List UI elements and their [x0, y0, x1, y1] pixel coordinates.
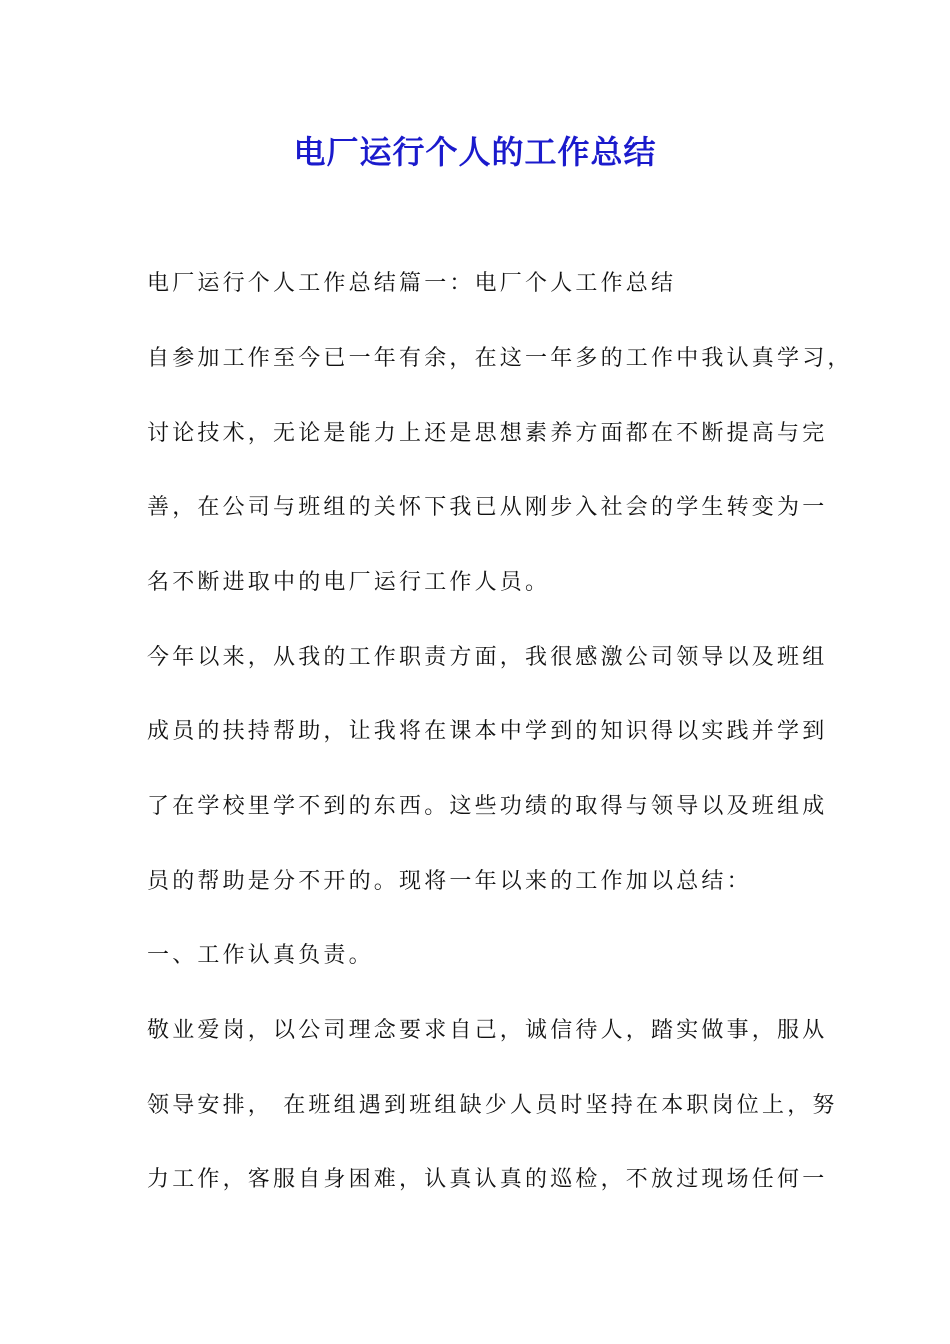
page-title: 电厂运行个人的工作总结 [293, 133, 657, 171]
text-line: 成员的扶持帮助，让我将在课本中学到的知识得以实践并学到 [147, 719, 828, 744]
section-heading: 电厂运行个人工作总结篇一：电厂个人工作总结 [147, 271, 677, 296]
text-line: 员的帮助是分不开的。现将一年以来的工作加以总结： [147, 869, 752, 894]
text-line: 了在学校里学不到的东西。这些功绩的取得与领导以及班组成 [147, 794, 828, 819]
text-line: 善，在公司与班组的关怀下我已从刚步入社会的学生转变为一 [147, 495, 828, 520]
text-line: 讨论技术，无论是能力上还是思想素养方面都在不断提高与完 [147, 421, 828, 446]
text-line: 今年以来，从我的工作职责方面，我很感激公司领导以及班组 [147, 645, 828, 670]
subsection-heading: 一、工作认真负责。 [147, 943, 374, 968]
text-line: 名不断进取中的电厂运行工作人员。 [147, 570, 551, 595]
text-line: 自参加工作至今已一年有余，在这一年多的工作中我认真学习， [147, 346, 853, 371]
text-line: 力工作，客服自身困难，认真认真的巡检，不放过现场任何一 [147, 1167, 828, 1192]
text-line: 敬业爱岗，以公司理念要求自己，诚信待人，踏实做事，服从 [147, 1018, 828, 1043]
text-line: 领导安排， 在班组遇到班组缺少人员时坚持在本职岗位上，努 [147, 1093, 838, 1118]
